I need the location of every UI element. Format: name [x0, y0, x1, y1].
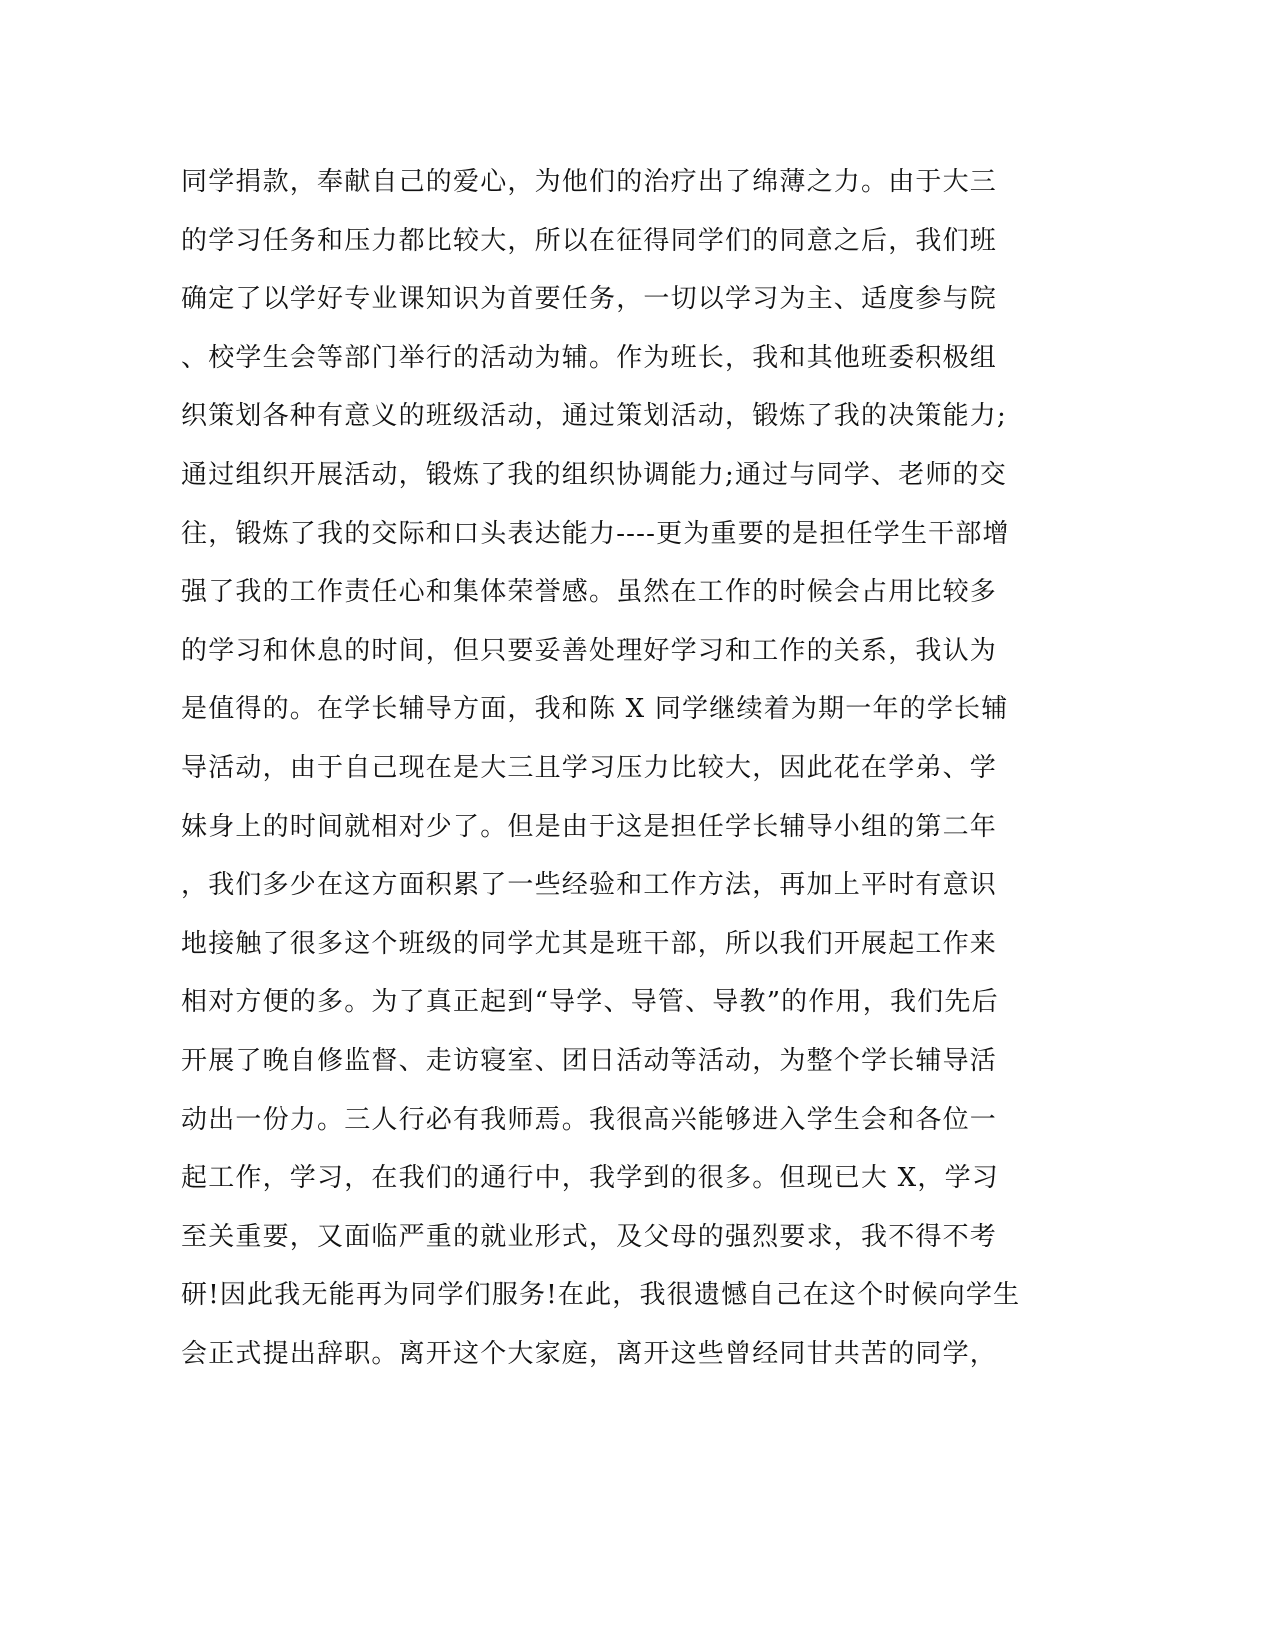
text-line: 至关重要，又面临严重的就业形式，及父母的强烈要求，我不得不考	[181, 1221, 998, 1252]
text-line: 相对方便的多。为了真正起到“导学、导管、导教”的作用，我们先后	[181, 987, 999, 1018]
text-line: 往，锻炼了我的交际和口头表达能力----更为重要的是担任学生干部增	[181, 518, 1010, 549]
text-line: 开展了晚自修监督、走访寝室、团日活动等活动，为整个学长辅导活	[181, 1045, 998, 1076]
text-line: 的学习和休息的时间，但只要妥善处理好学习和工作的关系，我认为	[181, 635, 998, 666]
text-line: 动出一份力。三人行必有我师焉。我很高兴能够进入学生会和各位一	[181, 1104, 998, 1135]
text-line: 强了我的工作责任心和集体荣誉感。虽然在工作的时候会占用比较多	[181, 577, 998, 608]
text-line: 会正式提出辞职。离开这个大家庭，离开这些曾经同甘共苦的同学，	[181, 1338, 998, 1369]
text-line: 同学捐款，奉献自己的爱心，为他们的治疗出了绵薄之力。由于大三	[181, 167, 998, 197]
text-line: 织策划各种有意义的班级活动，通过策划活动，锻炼了我的决策能力;	[181, 401, 1007, 432]
text-line: 地接触了很多这个班级的同学尤其是班干部，所以我们开展起工作来	[181, 928, 998, 959]
text-line: ，我们多少在这方面积累了一些经验和工作方法，再加上平时有意识	[181, 870, 998, 901]
text-line: 起工作，学习，在我们的通行中，我学到的很多。但现已大 X，学习	[181, 1163, 999, 1194]
text-line: 妹身上的时间就相对少了。但是由于这是担任学长辅导小组的第二年	[181, 811, 998, 842]
text-line: 研!因此我无能再为同学们服务!在此，我很遗憾自己在这个时候向学生	[181, 1280, 1021, 1311]
text-line: 是值得的。在学长辅导方面，我和陈 X 同学继续着为期一年的学长辅	[181, 694, 1009, 725]
text-line: 导活动，由于自己现在是大三且学习压力比较大，因此花在学弟、学	[181, 752, 998, 783]
text-line: 通过组织开展活动，锻炼了我的组织协调能力;通过与同学、老师的交	[181, 459, 1007, 490]
text-line: 、校学生会等部门举行的活动为辅。作为班长，我和其他班委积极组	[181, 342, 998, 373]
text-line: 确定了以学好专业课知识为首要任务，一切以学习为主、适度参与院	[181, 284, 998, 315]
text-line: 的学习任务和压力都比较大，所以在征得同学们的同意之后，我们班	[181, 225, 998, 256]
body-paragraph	[181, 158, 1041, 1388]
